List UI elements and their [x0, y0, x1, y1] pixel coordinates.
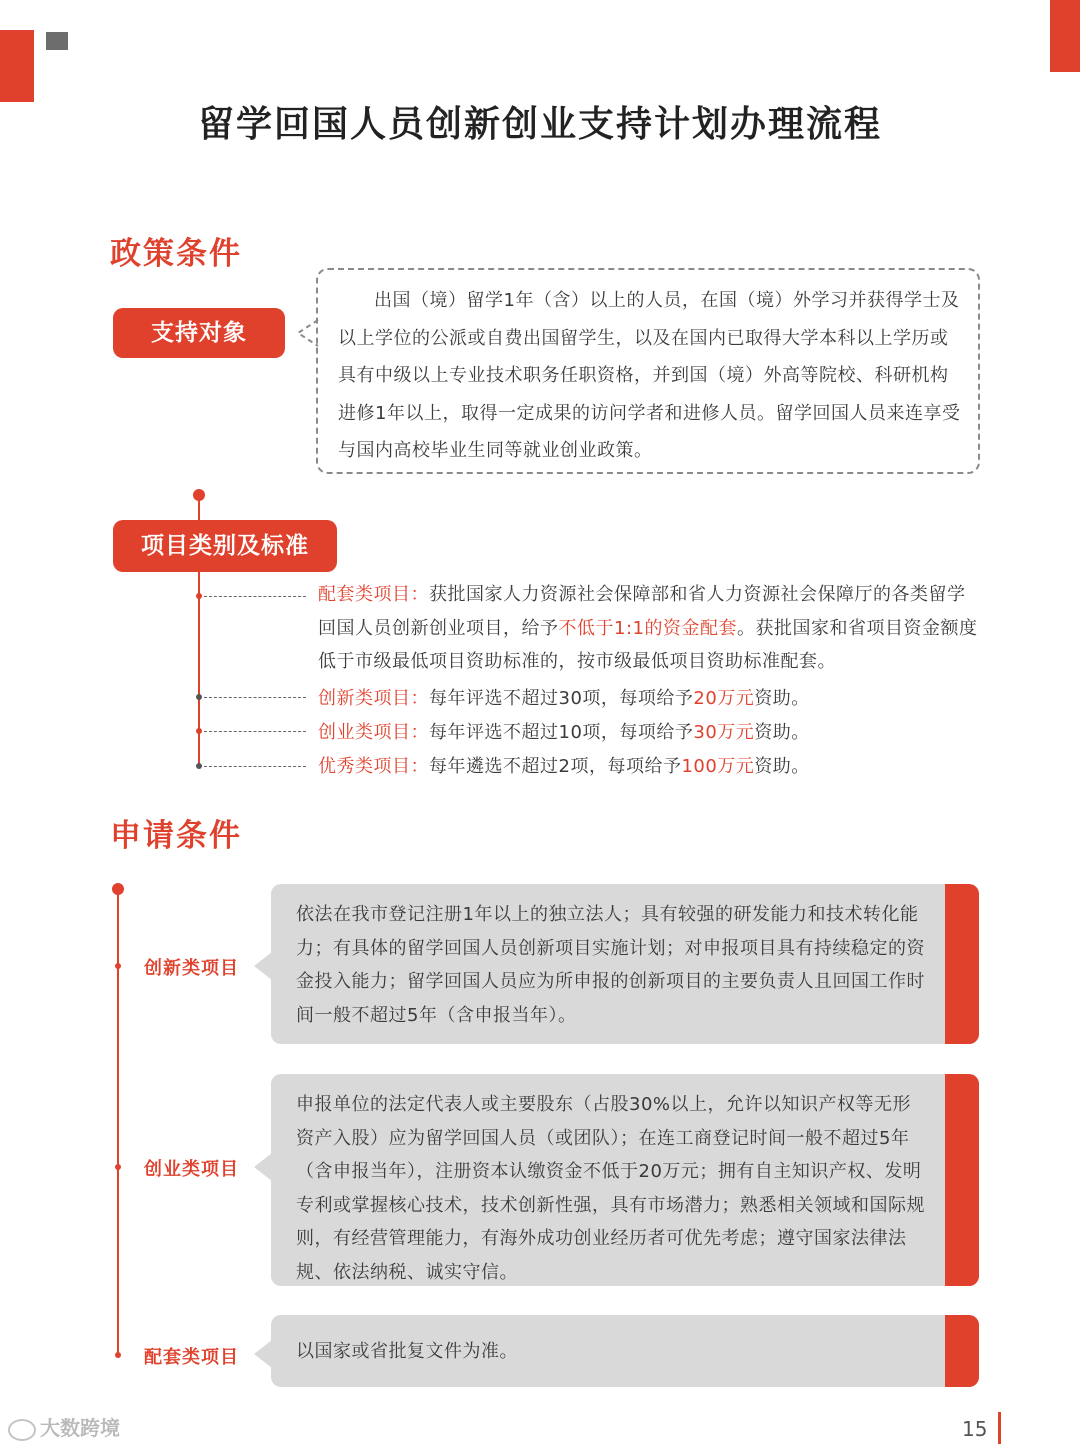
card-accent-bar: [945, 1315, 979, 1387]
condition-text: 申报单位的法定代表人或主要股东（占股30%以上，允许以知识产权等无形资产入股）应为留学回国人员（或团队）；在连工商登记时间一般不超过5年（含申报当年），注册资本认缴资金不低于20万元；拥有自主知识产权、发明专利或掌握核心技术，技术创新性强，具有市场潜力；熟悉相关领域和国际规则，有经营管理能力，有海外成功创业经历者可优先考虑；遵守国家法律法规、依法纳税、诚实守信。: [296, 1094, 925, 1283]
watermark-icon: [8, 1419, 36, 1441]
item-connector: [204, 596, 306, 597]
item-name: 优秀类项目：: [318, 756, 429, 777]
item-desc: 每年评选不超过30项，每项给予: [429, 688, 694, 709]
item-desc: 每年遴选不超过2项，每项给予: [429, 756, 682, 777]
item-desc-end: 资助。: [754, 722, 810, 743]
condition-label-startup: 创业类项目: [144, 1159, 239, 1180]
card-pointer-icon: [254, 1153, 272, 1181]
card-pointer-icon: [254, 952, 272, 980]
section-heading-application: 申请条件: [110, 818, 242, 854]
item-amount: 30万元: [693, 722, 755, 743]
corner-decoration-red: [0, 30, 34, 102]
item-connector: [204, 731, 306, 732]
condition-text: 依法在我市登记注册1年以上的独立法人；具有较强的研发能力和技术转化能力；有具体的留学回国人员创新项目实施计划；对申报项目具有持续稳定的资金投入能力；留学回国人员应为所申报的创新项目的主要负责人且回国工作时间一般不超过5年（含申报当年）。: [296, 904, 925, 1026]
item-desc: 每年评选不超过10项，每项给予: [429, 722, 694, 743]
condition-label-matching: 配套类项目: [144, 1347, 239, 1368]
item-dot: [196, 763, 202, 769]
condition-card-innovation: [271, 884, 979, 1044]
item-name: 创业类项目：: [318, 722, 429, 743]
item-desc-cont: 。获批国家和省项目资金额度低于市级最低项目资助标准的，按市级最低项目资助标准配套。: [318, 617, 978, 672]
section-heading-policy: 政策条件: [110, 236, 242, 272]
item-name: 创新类项目：: [318, 688, 429, 709]
corner-decoration-red-right: [1050, 0, 1080, 72]
item-dot: [115, 1352, 121, 1358]
corner-decoration-gray: [46, 32, 68, 50]
watermark-logo: [8, 1412, 120, 1441]
item-dot: [196, 593, 202, 599]
item-highlight: 不低于1:1的资金配套: [558, 617, 737, 639]
category-item-matching: [318, 578, 982, 679]
card-accent-bar: [945, 884, 979, 1044]
item-connector: [204, 766, 306, 767]
support-target-box: [316, 268, 980, 474]
condition-text: 以国家或省批复文件为准。: [296, 1341, 518, 1362]
item-desc-end: 资助。: [754, 688, 810, 709]
support-target-text: 出国（境）留学1年（含）以上的人员，在国（境）外学习并获得学士及以上学位的公派或自费出国留学生，以及在国内已取得大学本科以上学历或具有中级以上专业技术职务任职资格，并到国（境）外高等院校、科研机构进修1年以上，取得一定成果的访问学者和进修人员。留学回国人员来连享受与国内高校毕业生同等就业创业政策。: [338, 290, 961, 461]
item-dot: [115, 1164, 121, 1170]
category-item-startup: [318, 718, 810, 744]
card-accent-bar: [945, 1074, 979, 1286]
item-amount: 20万元: [693, 688, 755, 709]
category-label: 项目类别及标准: [113, 520, 337, 572]
page-number-bar: [998, 1412, 1001, 1444]
card-pointer-icon: [254, 1340, 272, 1368]
category-item-innovation: [318, 684, 810, 710]
page-number: 15: [962, 1417, 988, 1441]
item-connector: [204, 697, 306, 698]
item-amount: 100万元: [681, 756, 755, 777]
item-dot: [196, 728, 202, 734]
support-target-label: 支持对象: [113, 308, 285, 358]
item-name: 配套类项目：: [318, 584, 429, 605]
condition-card-startup: [271, 1074, 979, 1286]
item-desc: 获批国家人力资源社会保障部和省人力资源社会保障厅的各类留学回国人员创新创业项目，给予: [318, 584, 966, 639]
item-desc-end: 资助。: [754, 756, 810, 777]
item-dot: [196, 694, 202, 700]
condition-card-matching: [271, 1315, 979, 1387]
item-dot: [115, 963, 121, 969]
category-item-excellent: [318, 752, 810, 778]
watermark-text: 大数跨境: [40, 1416, 120, 1440]
condition-label-innovation: 创新类项目: [144, 958, 239, 979]
page-title: 留学回国人员创新创业支持计划办理流程: [197, 104, 882, 145]
